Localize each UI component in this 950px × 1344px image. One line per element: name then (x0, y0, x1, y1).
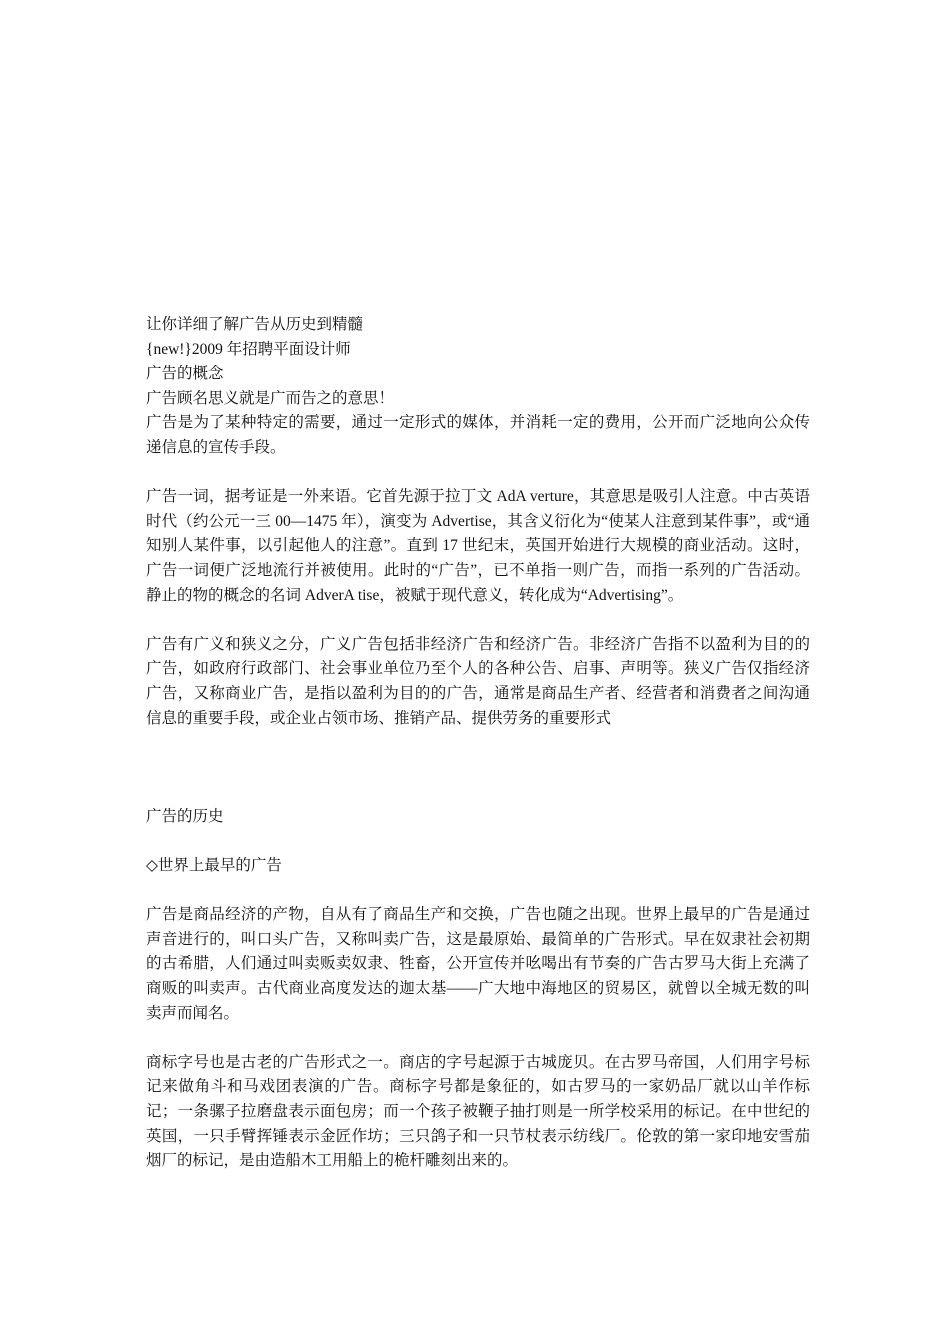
scope-paragraph: 广告有广义和狭义之分，广义广告包括非经济广告和经济广告。非经济广告指不以盈利为目的的广告，如政府行政部门、社会事业单位乃至个人的各种公告、启事、声明等。狭义广告仅指经济广告，又称商业广告，是指以盈利为目的的广告，通常是商品生产者、经营者和消费者之间沟通信息的重要手段，或企业占领市场、推销产品、提供劳务的重要形式 (146, 635, 810, 727)
section-heading-history: 广告的历史 (146, 807, 224, 825)
document-title: 让你详细了解广告从历史到精髓 (146, 316, 364, 333)
paragraph-spacer (146, 879, 810, 904)
paragraph-spacer (146, 1026, 810, 1051)
section-spacer (146, 731, 810, 805)
concept-tagline: 广告顾名思义就是广而告之的意思！ (146, 389, 395, 407)
subheading-earliest-ad: ◇世界上最早的广告 (146, 857, 282, 875)
paragraph-spacer (146, 461, 810, 486)
document-body (146, 313, 810, 1174)
section-heading-concept: 广告的概念 (146, 365, 224, 383)
paragraph-spacer (146, 608, 810, 633)
definition-paragraph: 广告是为了某种特定的需要，通过一定形式的媒体，并消耗一定的费用，公开而广泛地向公众传递信息的宣传手段。 (146, 414, 810, 456)
earliest-ad-paragraph: 广告是商品经济的产物，自从有了商品生产和交换，广告也随之出现。世界上最早的广告是通过声音进行的，叫口头广告，又称叫卖广告，这是最原始、最简单的广告形式。早在奴隶社会初期的古希腊，人们通过叫卖贩卖奴隶、牲畜，公开宣传并吆喝出有节奏的广告古罗马大街上充满了商贩的叫卖声。古代商业高度发达的迦太基——广大地中海地区的贸易区，就曾以全城无数的叫卖声而闻名。 (146, 906, 810, 1022)
paragraph-spacer (146, 829, 810, 854)
recruitment-notice: {new!}2009 年招聘平面设计师 (146, 340, 351, 358)
trademark-paragraph: 商标字号也是古老的广告形式之一。商店的字号起源于古城庞贝。在古罗马帝国，人们用字号标记来做角斗和马戏团表演的广告。商标字号都是象征的，如古罗马的一家奶品厂就以山羊作标记；一条骡子拉磨盘表示面包房；而一个孩子被鞭子抽打则是一所学校采用的标记。在中世纪的英国，一只手臂挥锤表示金匠作坊；三只鸽子和一只节杖表示纺线厂。伦敦的第一家印地安雪茄烟厂的标记，是由造船木工用船上的桅杆雕刻出来的。 (146, 1053, 810, 1170)
etymology-paragraph: 广告一词，据考证是一外来语。它首先源于拉丁文 AdA verture，其意思是吸引人注意。中古英语时代（约公元一三 00—1475 年），演变为 Advertise，其含义衍化为“使某人注意到某件事”，或“通知别人某件事，以引起他人的注意”。直到 17 世纪末，英国开始进行大规模的商业活动。这时，广告一词便广泛地流行并被使用。此时的“广告”，已不单指一则广告，而指一系列的广告活动。静止的物的概念的名词 AdverA tise，被赋于现代意义，转化成为“Advertising”。 (146, 488, 810, 604)
